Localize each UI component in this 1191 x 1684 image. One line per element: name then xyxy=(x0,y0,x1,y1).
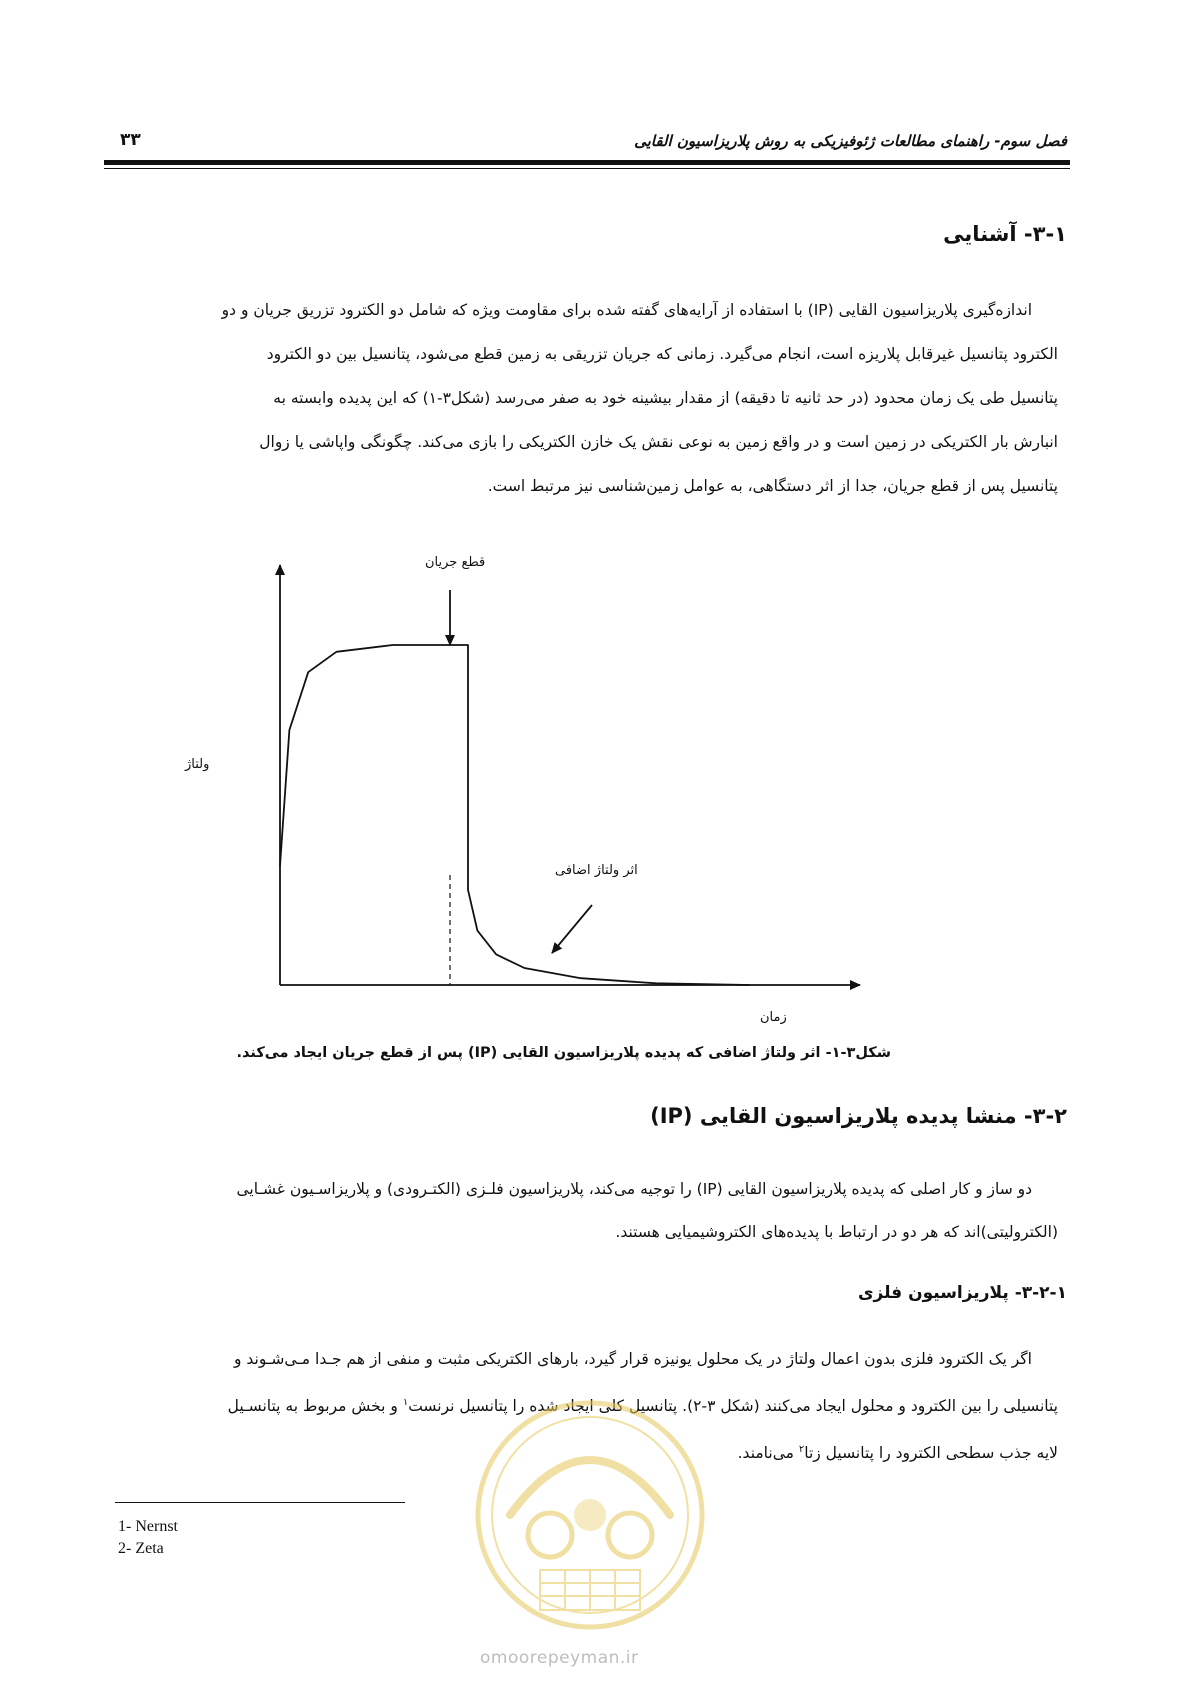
page-number: ۳۳ xyxy=(120,130,141,150)
footnote-2: 2- Zeta xyxy=(118,1540,164,1557)
paragraph-line: پتانسیل پس از قطع جریان، جدا از اثر دستگاهی، به عوامل زمین‌شناسی نیز مرتبط است. xyxy=(487,477,1058,495)
line-part: و بخش مربوط به پتانسـیل xyxy=(227,1397,403,1416)
figure-caption: شکل۳-۱- اثر ولتاژ اضافی که پدیده پلاریزاسیون القایی (IP) پس از قطع جریان ایجاد می‌کند. xyxy=(236,1045,891,1061)
header-rule-thin xyxy=(104,168,1070,169)
cutoff-label: قطع جریان xyxy=(425,555,486,570)
paragraph-line: انبارش بار الکتریکی در زمین است و در واقع زمین به نوعی نقش یک خازن الکتریکی را بازی می‌کند. چگونگی واپاشی یا زوال xyxy=(259,433,1058,451)
figure-overvoltage-decay xyxy=(160,545,880,1025)
header-rule-thick xyxy=(104,160,1070,165)
paragraph-line: پتانسیل طی یک زمان محدود (در حد ثانیه تا دقیقه) از مقدار بیشینه خود به صفر می‌رسد (شکل۳-۱) که این پدیده وابسته به xyxy=(273,389,1058,407)
time-axis-label: زمان xyxy=(760,1010,787,1025)
line-part: لایه جذب سطحی الکترود را پتانسیل زتا xyxy=(804,1444,1058,1463)
line-part: می‌نامند. xyxy=(737,1444,799,1463)
paragraph-origin xyxy=(118,1168,1058,1254)
paragraph-introduction xyxy=(118,288,1058,508)
section-heading-introduction: ۳-۱- آشنایی xyxy=(943,222,1067,246)
section-heading-origin: ۳-۲- منشا پدیده پلاریزاسیون القایی (IP) xyxy=(650,1104,1067,1128)
paragraph-line: الکترود پتانسیل غیرقابل پلاریزه است، انجام می‌گیرد. زمانی که جریان تزریقی به زمین قطع می‌شود، پتانسیل بین دو الکترود xyxy=(266,345,1058,363)
footnote-rule xyxy=(115,1502,405,1503)
overvoltage-chart xyxy=(160,545,880,1025)
paragraph-line: (الکترولیتی)اند که هر دو در ارتباط با پدیده‌های الکتروشیمیایی هستند. xyxy=(615,1223,1058,1241)
overvoltage-label: اثر ولتاژ اضافی xyxy=(555,863,638,878)
footnote-marker-1: ۱ xyxy=(402,1397,409,1408)
overvoltage-arrow xyxy=(552,905,592,953)
subsection-heading-metallic: ۳-۲-۱- پلاریزاسیون فلزی xyxy=(857,1283,1067,1303)
watermark-seal xyxy=(470,1395,710,1635)
watermark-domain: omoorepeyman.ir xyxy=(480,1648,639,1668)
footnote-1: 1- Nernst xyxy=(118,1518,178,1535)
line-part: پتانسیلی را بین الکترود و محلول ایجاد می‌کنند (شکل ۳-۲). پتانسیل کلی ایجاد شده را پتانسیل نرنست xyxy=(408,1397,1058,1416)
paragraph-line: اگر یک الکترود فلزی بدون اعمال ولتاژ در یک محلول یونیزه قرار گیرد، بارهای الکتریکی مثبت و منفی از هم جـدا مـی‌شـوند و xyxy=(233,1350,1032,1368)
running-header-title: فصل سوم- راهنمای مطالعات ژئوفیزیکی به روش پلاریزاسیون القایی xyxy=(634,132,1067,150)
paragraph-line: اندازه‌گیری پلاریزاسیون القایی (IP) با استفاده از آرایه‌های گفته شده برای مقاومت ویژه که شامل دو الکترود تزریق جریان و دو xyxy=(221,301,1032,319)
voltage-curve-series-0 xyxy=(280,645,750,985)
paragraph-line: دو ساز و کار اصلی که پدیده پلاریزاسیون القایی (IP) را توجیه می‌کند، پلاریزاسیون فلـزی (الکتـرودی) و پلاریزاسـیون غشـایی xyxy=(236,1180,1032,1198)
footnote-marker-2: ۲ xyxy=(798,1444,805,1456)
voltage-axis-label: ولتاژ xyxy=(185,757,210,772)
